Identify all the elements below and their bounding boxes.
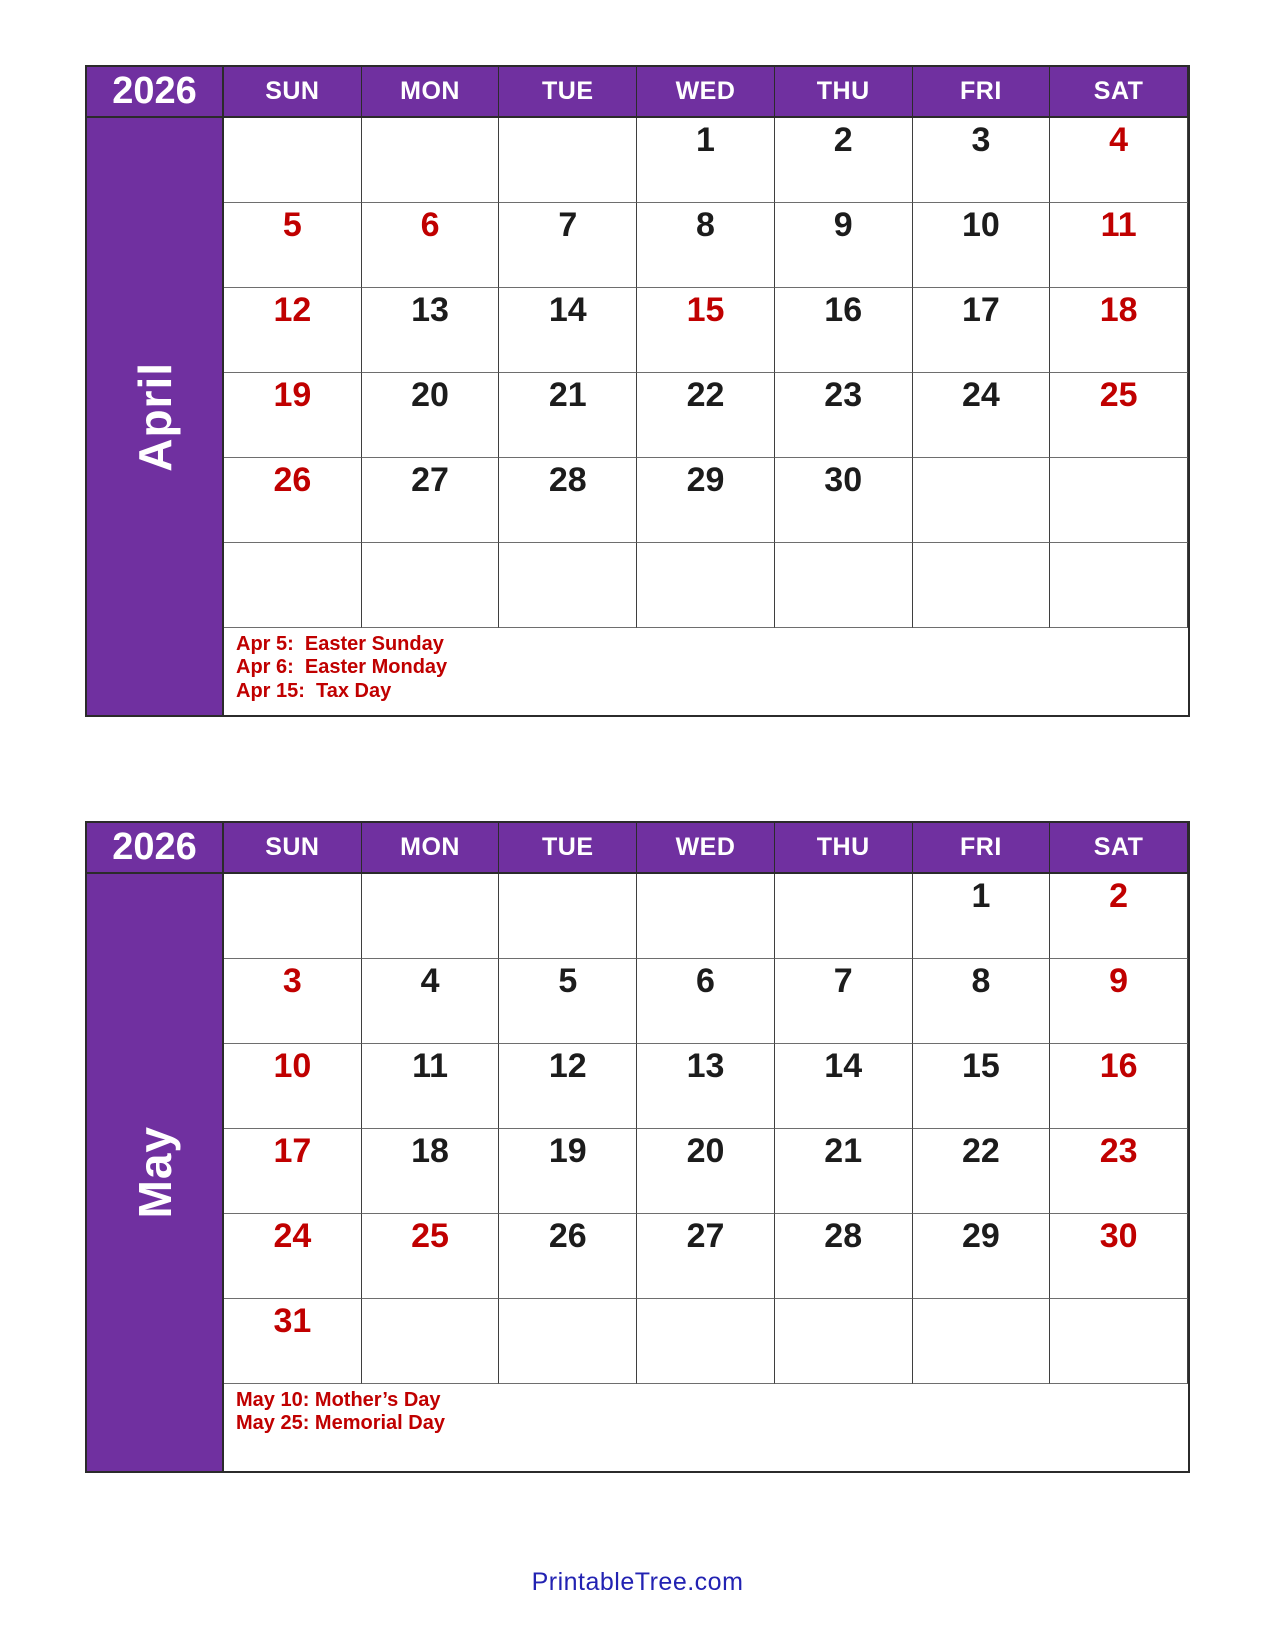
date-cell-april-11: 11 [1050, 203, 1188, 288]
calendar-grid-april [85, 65, 1190, 717]
date-cell-may-12: 12 [499, 1044, 637, 1129]
date-cell-may-15: 15 [913, 1044, 1051, 1129]
date-cell-empty [775, 1299, 913, 1384]
date-cell-april-8: 8 [637, 203, 775, 288]
date-cell-empty [499, 118, 637, 203]
date-cell-may-1: 1 [913, 874, 1051, 959]
holiday-notes [224, 1384, 1188, 1471]
day-header-wed: WED [637, 67, 775, 118]
day-header-thu: THU [775, 823, 913, 874]
date-cell-april-16: 16 [775, 288, 913, 373]
month-band [87, 118, 224, 715]
date-cell-empty [224, 874, 362, 959]
date-cell-empty [362, 874, 500, 959]
site-link[interactable]: PrintableTree.com [531, 1568, 744, 1596]
date-cell-april-22: 22 [637, 373, 775, 458]
date-cell-empty [499, 1299, 637, 1384]
date-cell-may-29: 29 [913, 1214, 1051, 1299]
date-cell-april-18: 18 [1050, 288, 1188, 373]
date-cell-april-5: 5 [224, 203, 362, 288]
day-header-mon: MON [362, 67, 500, 118]
month-label: May [128, 1126, 181, 1219]
day-header-fri: FRI [913, 67, 1051, 118]
date-cell-april-10: 10 [913, 203, 1051, 288]
month-label: April [128, 361, 181, 472]
date-cell-may-3: 3 [224, 959, 362, 1044]
holiday-note: Apr 6: Easter Monday [236, 656, 448, 679]
date-cell-may-11: 11 [362, 1044, 500, 1129]
day-header-fri: FRI [913, 823, 1051, 874]
date-cell-may-25: 25 [362, 1214, 500, 1299]
holiday-note: May 10: Mother’s Day [236, 1389, 441, 1411]
date-cell-empty [775, 543, 913, 628]
calendar-april-2026 [85, 65, 1190, 717]
holiday-note: Apr 5: Easter Sunday [236, 633, 444, 655]
date-cell-may-13: 13 [637, 1044, 775, 1129]
date-cell-empty [362, 118, 500, 203]
date-cell-empty [362, 543, 500, 628]
date-cell-may-28: 28 [775, 1214, 913, 1299]
day-header-sat: SAT [1050, 823, 1188, 874]
date-cell-april-12: 12 [224, 288, 362, 373]
day-header-sun: SUN [224, 67, 362, 118]
date-cell-april-9: 9 [775, 203, 913, 288]
date-cell-may-19: 19 [499, 1129, 637, 1214]
date-cell-empty [637, 1299, 775, 1384]
holiday-note: Apr 15: Tax Day [236, 679, 392, 702]
date-cell-may-18: 18 [362, 1129, 500, 1214]
date-cell-april-13: 13 [362, 288, 500, 373]
date-cell-may-22: 22 [913, 1129, 1051, 1214]
date-cell-may-14: 14 [775, 1044, 913, 1129]
date-cell-empty [913, 458, 1051, 543]
date-cell-may-7: 7 [775, 959, 913, 1044]
date-cell-empty [637, 874, 775, 959]
date-cell-april-2: 2 [775, 118, 913, 203]
date-cell-april-4: 4 [1050, 118, 1188, 203]
date-cell-april-20: 20 [362, 373, 500, 458]
date-cell-april-24: 24 [913, 373, 1051, 458]
day-header-sun: SUN [224, 823, 362, 874]
date-cell-empty [1050, 458, 1188, 543]
date-cell-empty [1050, 1299, 1188, 1384]
date-cell-may-4: 4 [362, 959, 500, 1044]
date-cell-may-17: 17 [224, 1129, 362, 1214]
day-header-tue: TUE [499, 67, 637, 118]
date-cell-may-24: 24 [224, 1214, 362, 1299]
date-cell-empty [362, 1299, 500, 1384]
date-cell-may-27: 27 [637, 1214, 775, 1299]
date-cell-empty [224, 118, 362, 203]
calendar-grid-may [85, 821, 1190, 1473]
date-cell-april-23: 23 [775, 373, 913, 458]
date-cell-may-5: 5 [499, 959, 637, 1044]
year-label: 2026 [87, 823, 224, 874]
date-cell-empty [1050, 543, 1188, 628]
date-cell-empty [224, 543, 362, 628]
date-cell-april-19: 19 [224, 373, 362, 458]
day-header-tue: TUE [499, 823, 637, 874]
day-header-thu: THU [775, 67, 913, 118]
date-cell-may-23: 23 [1050, 1129, 1188, 1214]
date-cell-empty [637, 543, 775, 628]
month-band [87, 874, 224, 1471]
year-label: 2026 [87, 67, 224, 118]
date-cell-april-15: 15 [637, 288, 775, 373]
date-cell-april-1: 1 [637, 118, 775, 203]
date-cell-april-7: 7 [499, 203, 637, 288]
day-header-wed: WED [637, 823, 775, 874]
date-cell-may-2: 2 [1050, 874, 1188, 959]
date-cell-may-9: 9 [1050, 959, 1188, 1044]
footer [0, 1568, 1275, 1597]
date-cell-april-30: 30 [775, 458, 913, 543]
date-cell-empty [499, 543, 637, 628]
holiday-note: May 25: Memorial Day [236, 1412, 445, 1435]
date-cell-may-26: 26 [499, 1214, 637, 1299]
date-cell-april-26: 26 [224, 458, 362, 543]
date-cell-april-14: 14 [499, 288, 637, 373]
date-cell-may-6: 6 [637, 959, 775, 1044]
date-cell-empty [913, 1299, 1051, 1384]
date-cell-may-16: 16 [1050, 1044, 1188, 1129]
holiday-notes [224, 628, 1188, 715]
date-cell-april-21: 21 [499, 373, 637, 458]
date-cell-may-10: 10 [224, 1044, 362, 1129]
date-cell-empty [775, 874, 913, 959]
date-cell-april-3: 3 [913, 118, 1051, 203]
date-cell-april-28: 28 [499, 458, 637, 543]
date-cell-may-20: 20 [637, 1129, 775, 1214]
date-cell-empty [499, 874, 637, 959]
date-cell-may-31: 31 [224, 1299, 362, 1384]
day-header-mon: MON [362, 823, 500, 874]
date-cell-april-25: 25 [1050, 373, 1188, 458]
date-cell-may-30: 30 [1050, 1214, 1188, 1299]
date-cell-april-29: 29 [637, 458, 775, 543]
day-header-sat: SAT [1050, 67, 1188, 118]
date-cell-may-21: 21 [775, 1129, 913, 1214]
date-cell-may-8: 8 [913, 959, 1051, 1044]
date-cell-april-27: 27 [362, 458, 500, 543]
date-cell-april-17: 17 [913, 288, 1051, 373]
date-cell-empty [913, 543, 1051, 628]
date-cell-april-6: 6 [362, 203, 500, 288]
calendar-may-2026 [85, 821, 1190, 1473]
